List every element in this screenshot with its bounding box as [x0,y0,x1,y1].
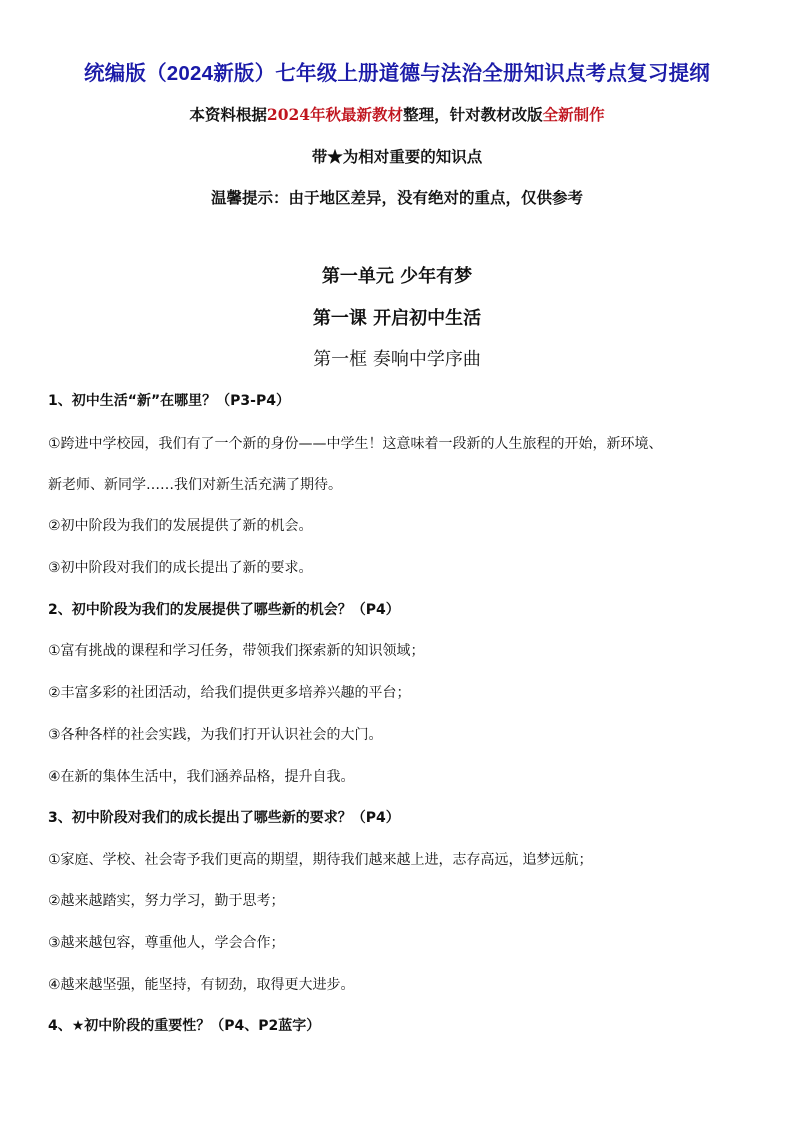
reminder-note: 温馨提示：由于地区差异，没有绝对的重点，仅供参考 [210,188,583,207]
answer-line: ①家庭、学校、社会寄予我们更高的期望，期待我们越来越上进，志存高远，追梦远航； [48,852,593,868]
answer-line: ④越来越坚强，能坚持，有韧劲，取得更大进步。 [48,977,355,993]
question-2: 2、初中阶段为我们的发展提供了哪些新的机会？（P4） [48,602,400,618]
source-note-highlight-2: 全新制作 [542,105,605,124]
answer-line: ②越来越踏实，努力学习，勤于思考； [48,893,285,909]
answer-line: ②丰富多彩的社团活动，给我们提供更多培养兴趣的平台； [48,685,411,701]
lesson-heading: 第一课 开启初中生活 [312,308,482,329]
question-1: 1、初中生活“新”在哪里？（P3-P4） [48,393,290,409]
source-note-prefix: 本资料根据 [189,105,267,124]
answer-line: ①富有挑战的课程和学习任务，带领我们探索新的知识领域； [48,643,425,659]
answer-line: ③初中阶段对我们的成长提出了新的要求。 [48,560,313,576]
answer-line: ②初中阶段为我们的发展提供了新的机会。 [48,518,313,534]
question-4: 4、★初中阶段的重要性？（P4、P2蓝字） [48,1018,321,1034]
document-title: 统编版（2024新版）七年级上册道德与法治全册知识点考点复习提纲 [83,62,710,85]
source-note [0,103,794,125]
unit-heading: 第一单元 少年有梦 [321,266,473,287]
frame-heading: 第一框 奏响中学序曲 [313,349,481,370]
answer-line: ④在新的集体生活中，我们涵养品格，提升自我。 [48,769,355,785]
answer-line: ③各种各样的社会实践，为我们打开认识社会的大门。 [48,727,383,743]
source-note-highlight-1: 2024年秋最新教材 [266,105,404,124]
star-note: 带★为相对重要的知识点 [311,147,483,166]
answer-line: ①跨进中学校园，我们有了一个新的身份——中学生！这意味着一段新的人生旅程的开始，新环境、 [48,436,663,452]
answer-line: ③越来越包容，尊重他人，学会合作； [48,935,285,951]
source-note-middle: 整理，针对教材改版 [403,105,543,124]
question-3: 3、初中阶段对我们的成长提出了哪些新的要求？（P4） [48,810,400,826]
answer-line: 新老师、新同学……我们对新生活充满了期待。 [48,477,342,493]
